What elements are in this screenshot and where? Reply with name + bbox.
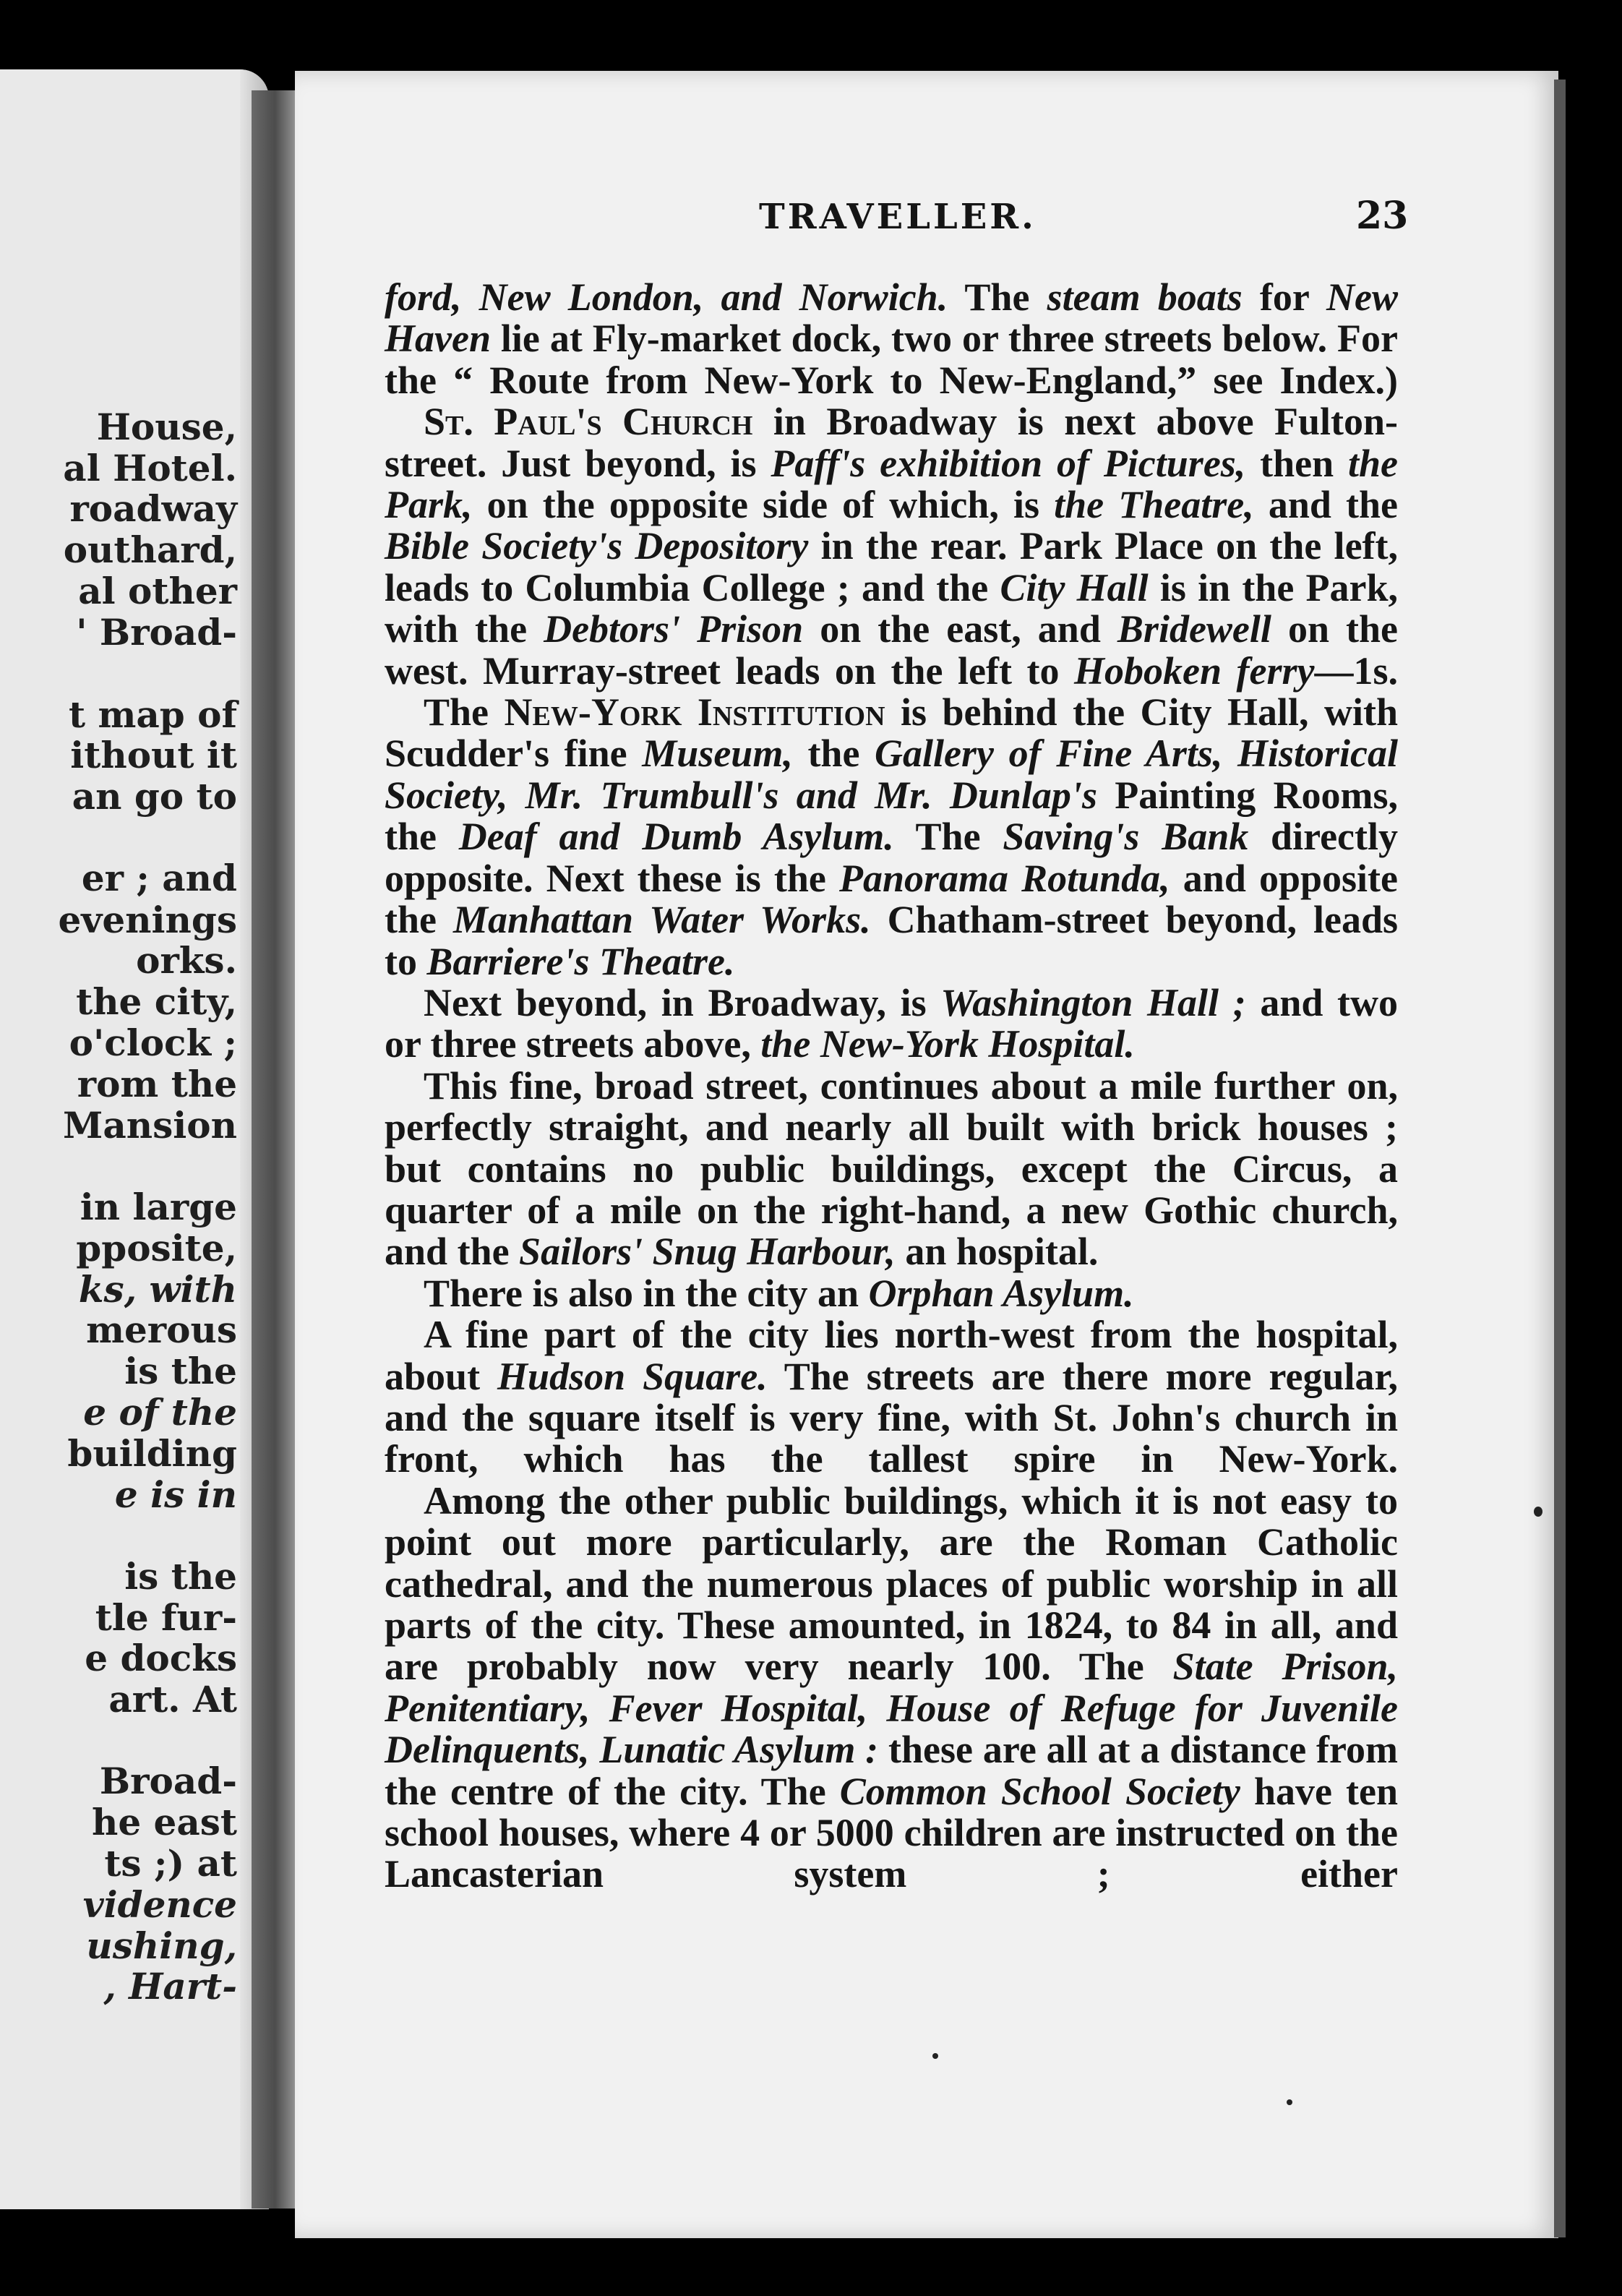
- left-page-line: ithout it: [70, 734, 237, 776]
- left-page-line: merous: [86, 1308, 237, 1351]
- left-page-line: roadway: [69, 487, 237, 530]
- small-caps-heading: New-York Institution: [504, 690, 885, 734]
- left-page-line: e is in: [114, 1473, 237, 1516]
- left-page-line: he east: [91, 1801, 237, 1843]
- left-page-line: is the: [124, 1350, 237, 1392]
- left-page-line: rom the: [77, 1063, 237, 1105]
- left-page-line: ushing,: [86, 1924, 237, 1967]
- left-page-line: is the: [124, 1555, 237, 1598]
- left-page-line: ' Broad-: [76, 611, 237, 654]
- small-caps-heading: St. Paul's Church: [424, 400, 753, 444]
- left-page-line: an go to: [72, 775, 237, 818]
- left-page-line: evenings: [58, 899, 237, 941]
- left-page-line: pposite,: [76, 1227, 237, 1269]
- left-page-line: art. At: [108, 1678, 237, 1721]
- left-page-line: outhard,: [63, 528, 237, 571]
- left-page-line: al other: [78, 570, 237, 612]
- ink-speck: [1287, 2099, 1292, 2105]
- page-body-text: [385, 277, 1398, 1896]
- paragraph-broad-street: This fine, broad street, continues about a mile further on, perfectly straight, and nearly all built with brick houses ; but contains no public buildings, except the Circus, a quarter of a mile on the right-hand, a new Gothic church, and the Sailors' Snug Harbour, an hospital.: [385, 1063, 1398, 1274]
- left-page-line: , Hart-: [103, 1965, 237, 2008]
- left-page-line: the city,: [76, 980, 237, 1023]
- margin-ink-dot: [1534, 1507, 1542, 1517]
- paragraph-public-buildings: Among the other public buildings, which it is not easy to point out more particularly, are the Roman Catholic cathedral, and the numerous places of public worship in all parts of the city. These amounted, in 1824, to 84 in all, and are probably now very nearly 100. The State Prison, Penitentiary, Fever Hospital, House of Refuge for Juvenile Delinquents, Lunatic Asylum : these are all at a distance from the centre of the city. The Common School Society have ten school houses, where 4 or 5000 children are instructed on the Lancasterian system ; either: [385, 1478, 1398, 1896]
- left-page-line: al Hotel.: [63, 447, 237, 489]
- paragraph-st-pauls: St. Paul's Church in Broadway is next above Fulton-street. Just beyond, is Paff's exhibition of Pictures, then the Park, on the opposite side of which, is the Theatre, and the Bible Society's Depository in the rear. Park Place on the left, leads to Columbia College ; and the City Hall is in the Park, with the Debtors' Prison on the east, and Bridewell on the west. Murray-street leads on the left to Hoboken ferry—1s.: [385, 400, 1399, 693]
- left-page-line: ts ;) at: [104, 1842, 237, 1885]
- left-page-line: e of the: [83, 1391, 237, 1434]
- page-number: 23: [1356, 194, 1409, 238]
- left-page-line: building: [67, 1432, 237, 1475]
- left-page-line: er ; and: [81, 857, 237, 899]
- left-page-line: Mansion: [63, 1104, 237, 1147]
- page-right-edge: [1554, 80, 1566, 2237]
- paragraph-orphan-asylum: There is also in the city an Orphan Asylum.: [424, 1271, 1134, 1315]
- left-page-line: o'clock ;: [69, 1021, 237, 1064]
- left-page-line: vidence: [82, 1883, 237, 1926]
- left-page-line: Broad-: [99, 1760, 237, 1802]
- paragraph-continuation: ford, New London, and Norwich. The steam boats for New Haven lie at Fly-market dock, two or three streets below. For the “ Route from New-York to New-England,” see Index.): [385, 275, 1399, 402]
- paragraph-hudson-square: A fine part of the city lies north-west from the hospital, about Hudson Square. The streets are there more regular, and the square itself is very fine, with St. John's church in front, which has the tallest spire in New-York.: [385, 1313, 1398, 1481]
- ink-speck: [932, 2053, 938, 2059]
- running-head: TRAVELLER.: [759, 197, 1037, 237]
- emphasis: ford, New London, and Norwich.: [385, 275, 948, 319]
- left-page-line: e docks: [85, 1637, 237, 1679]
- paragraph-institution: The New-York Institution is behind the City Hall, with Scudder's fine Museum, the Gallery of Fine Arts, Historical Society, Mr. Trumbull's and Mr. Dunlap's Painting Rooms, the Deaf and Dumb Asylum. The Saving's Bank directly opposite. Next these is the Panorama Rotunda, and opposite the Manhattan Water Works. Chatham-street beyond, leads to Barriere's Theatre.: [385, 690, 1399, 983]
- left-page-line: tle fur-: [95, 1596, 237, 1639]
- left-page-line: House,: [96, 406, 237, 448]
- left-page-line: orks.: [136, 939, 237, 982]
- left-page-line: t map of: [68, 693, 237, 736]
- left-page-line: in large: [80, 1186, 237, 1228]
- paragraph-washington-hall: Next beyond, in Broadway, is Washington Hall ; and two or three streets above, the New-York Hospital.: [385, 980, 1398, 1066]
- left-page-line: ks, with: [78, 1268, 237, 1311]
- facing-page-left: [0, 69, 269, 2209]
